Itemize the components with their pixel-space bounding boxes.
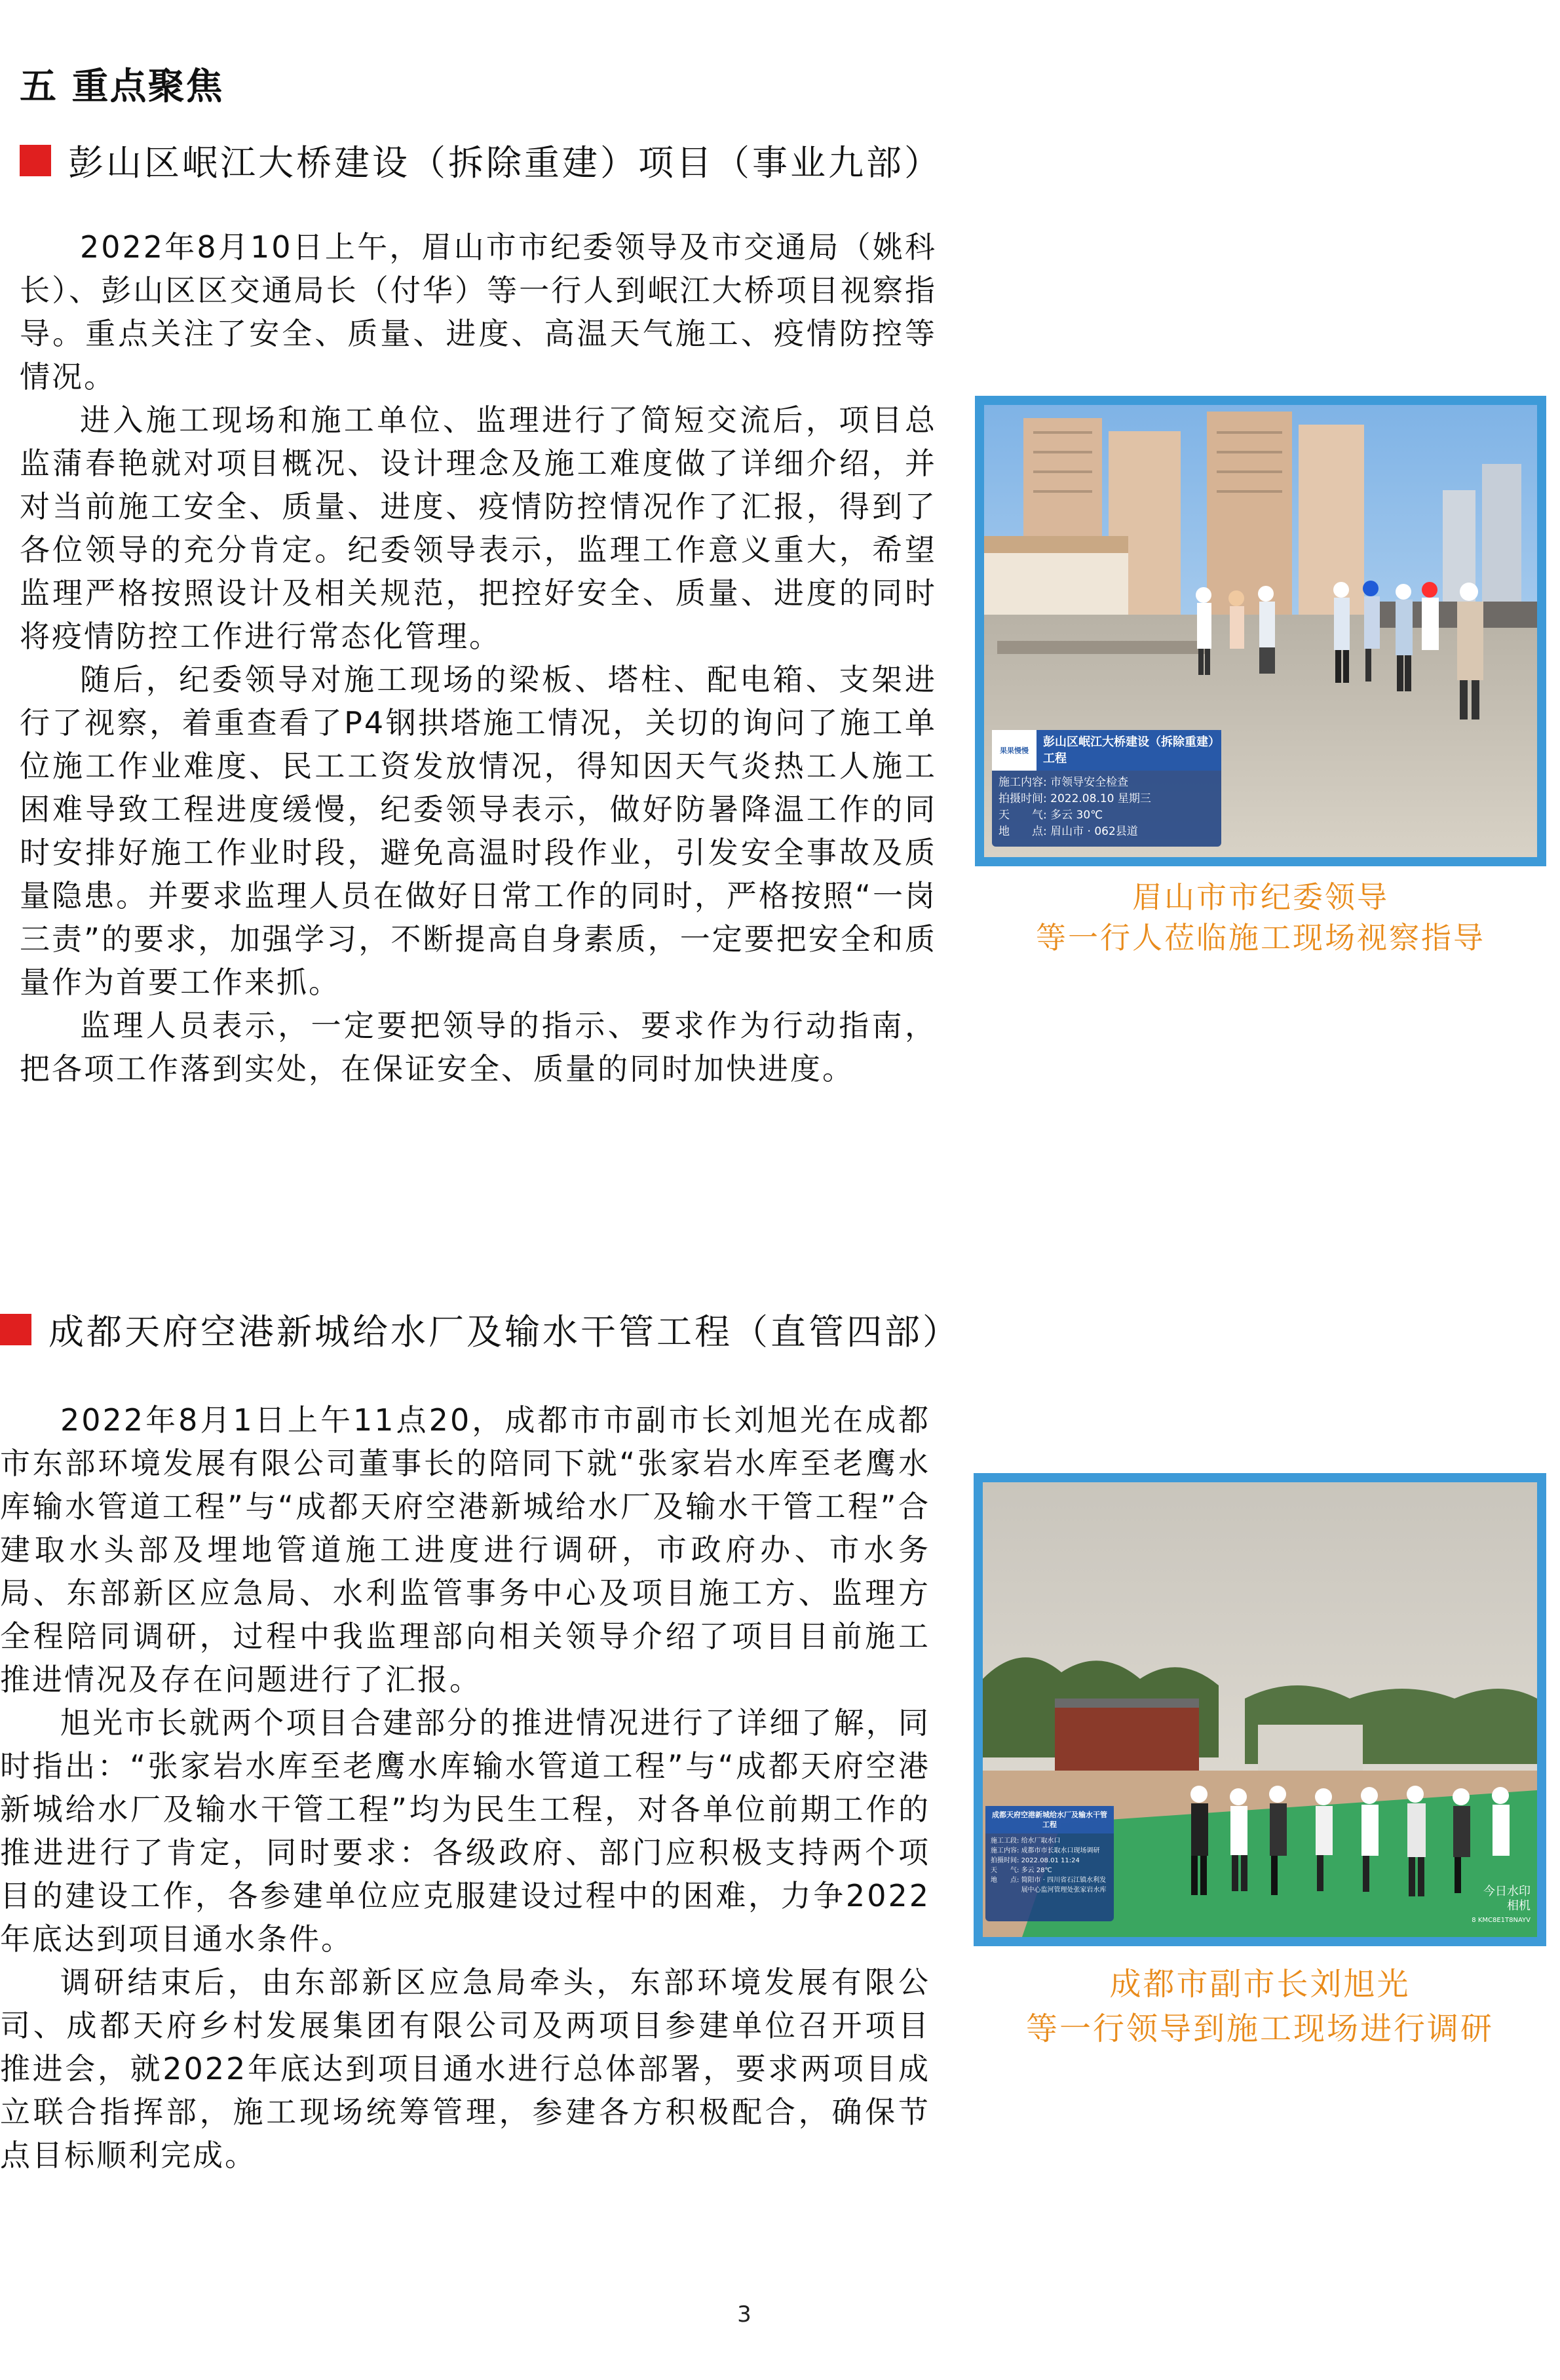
article1-paragraph: 2022年8月10日上午，眉山市市纪委领导及市交通局（姚科长）、彭山区区交通局长（付华）等一行人到岷江大桥项目视察指导。重点关注了安全、质量、进度、高温天气施工、疫情防控等情况。: [20, 229, 937, 394]
watermark-row: 拍摄时间: 2022.08.01 11:24: [991, 1857, 1080, 1864]
watermark-title: 彭山区岷江大桥建设（拆除重建）工程: [1037, 730, 1221, 771]
article1-paragraph: 进入施工现场和施工单位、监理进行了简短交流后，项目总监蒲春艳就对项目概况、设计理念及施工难度做了详细介绍，并对当前施工安全、质量、进度、疫情防控情况作了汇报，得到了各位领导的充分肯定。纪委领导表示，监理工作意义重大，希望监理严格按照设计及相关规范，把控好安全、质量、进度的同时将疫情防控工作进行常态化管理。: [20, 402, 937, 654]
watermark-row: 施工内容: 市领导安全检查: [999, 776, 1129, 789]
article2-paragraph: 旭光市长就两个项目合建部分的推进情况进行了详细了解，同时指出：“张家岩水库至老鹰水库输水管道工程”与“成都天府空港新城给水厂及输水干管工程”均为民生工程，对各单位前期工作的推进进行了肯定，同时要求：各级政府、部门应积极支持两个项目的建设工作，各参建单位应克服建设过程中的困难，力争2022年底达到项目通水条件。: [0, 1705, 930, 1957]
watermark-row: 拍摄时间: 2022.08.10 星期三: [999, 792, 1151, 805]
section-title: 五 重点聚焦: [20, 66, 224, 108]
watermark-logo: 果果慢慢: [992, 730, 1037, 771]
caption-line: 眉山市市纪委领导: [1132, 879, 1389, 915]
caption-line: 成都市副市长刘旭光: [1109, 1966, 1411, 2003]
article1-body: [20, 225, 937, 1090]
article2-caption: [974, 1962, 1546, 2051]
article1-paragraph: 监理人员表示，一定要把领导的指示、要求作为行动指南，把各项工作落到实处，在保证安全、质量的同时加快进度。: [20, 1008, 937, 1086]
watermark-row: 地 点: 简阳市 · 四川省石江镇水利发展中心监河管理处张家岩水库: [991, 1877, 1107, 1894]
article2-body: [0, 1398, 930, 2177]
article2-photo: [974, 1473, 1546, 1946]
photo-watermark-card: [985, 1806, 1114, 1921]
article2-paragraph: 调研结束后，由东部新区应急局牵头，东部环境发展有限公司、成都天府乡村发展集团有限公司及两项目参建单位召开项目推进会，就2022年底达到项目通水进行总体部署，要求两项目成立联合指挥部，施工现场统筹管理，参建各方积极配合，确保节点目标顺利完成。: [0, 1965, 930, 2173]
watermark-brand: 今日水印 相机 8 KMC8E1T8NAYV: [1472, 1885, 1531, 1924]
red-square-icon: [20, 145, 51, 176]
watermark-row: 施工工段: 给水厂取水口: [991, 1837, 1061, 1845]
watermark-row: 天 气: 多云 28℃: [991, 1867, 1052, 1874]
article1-heading-text: 彭山区岷江大桥建设（拆除重建）项目（事业九部）: [68, 142, 942, 183]
article1-paragraph: 随后，纪委领导对施工现场的梁板、塔柱、配电箱、支架进行了视察，着重查看了P4钢拱塔施工情况，关切的询问了施工单位施工作业难度、民工工资发放情况，得知因天气炎热工人施工困难导致工程进度缓慢，纪委领导表示，做好防暑降温工作的同时安排好施工作业时段，避免高温时段作业，引发安全事故及质量隐患。并要求监理人员在做好日常工作的同时，严格按照“一岗三责”的要求，加强学习，不断提高自身素质，一定要把安全和质量作为首要工作来抓。: [20, 662, 937, 1000]
article2-heading: [0, 1304, 961, 1354]
article1-photo: [975, 396, 1546, 866]
page-number: 3: [737, 2301, 751, 2328]
watermark-title: 成都天府空港新城给水厂及输水干管工程: [985, 1806, 1114, 1833]
photo-watermark-card: [992, 730, 1221, 847]
caption-line: 等一行领导到施工现场进行调研: [1025, 2010, 1494, 2047]
watermark-row: 天 气: 多云 30℃: [999, 809, 1103, 822]
caption-line: 等一行人莅临施工现场视察指导: [1036, 920, 1485, 955]
article1-heading: [20, 135, 942, 185]
watermark-row: 地 点: 眉山市 · 062县道: [999, 825, 1138, 838]
article2-heading-text: 成都天府空港新城给水厂及输水干管工程（直管四部）: [48, 1311, 961, 1353]
article2-paragraph: 2022年8月1日上午11点20，成都市市副市长刘旭光在成都市东部环境发展有限公司董事长的陪同下就“张家岩水库至老鹰水库输水管道工程”与“成都天府空港新城给水厂及输水干管工程”合建取水头部及埋地管道施工进度进行调研，市政府办、市水务局、东部新区应急局、水利监管事务中心及项目施工方、监理方全程陪同调研，过程中我监理部向相关领导介绍了项目目前施工推进情况及存在问题进行了汇报。: [0, 1402, 930, 1697]
watermark-row: 施工内容: 成都市市长取水口现场调研: [991, 1847, 1100, 1854]
article1-caption: [975, 877, 1546, 958]
red-square-icon: [0, 1314, 31, 1345]
